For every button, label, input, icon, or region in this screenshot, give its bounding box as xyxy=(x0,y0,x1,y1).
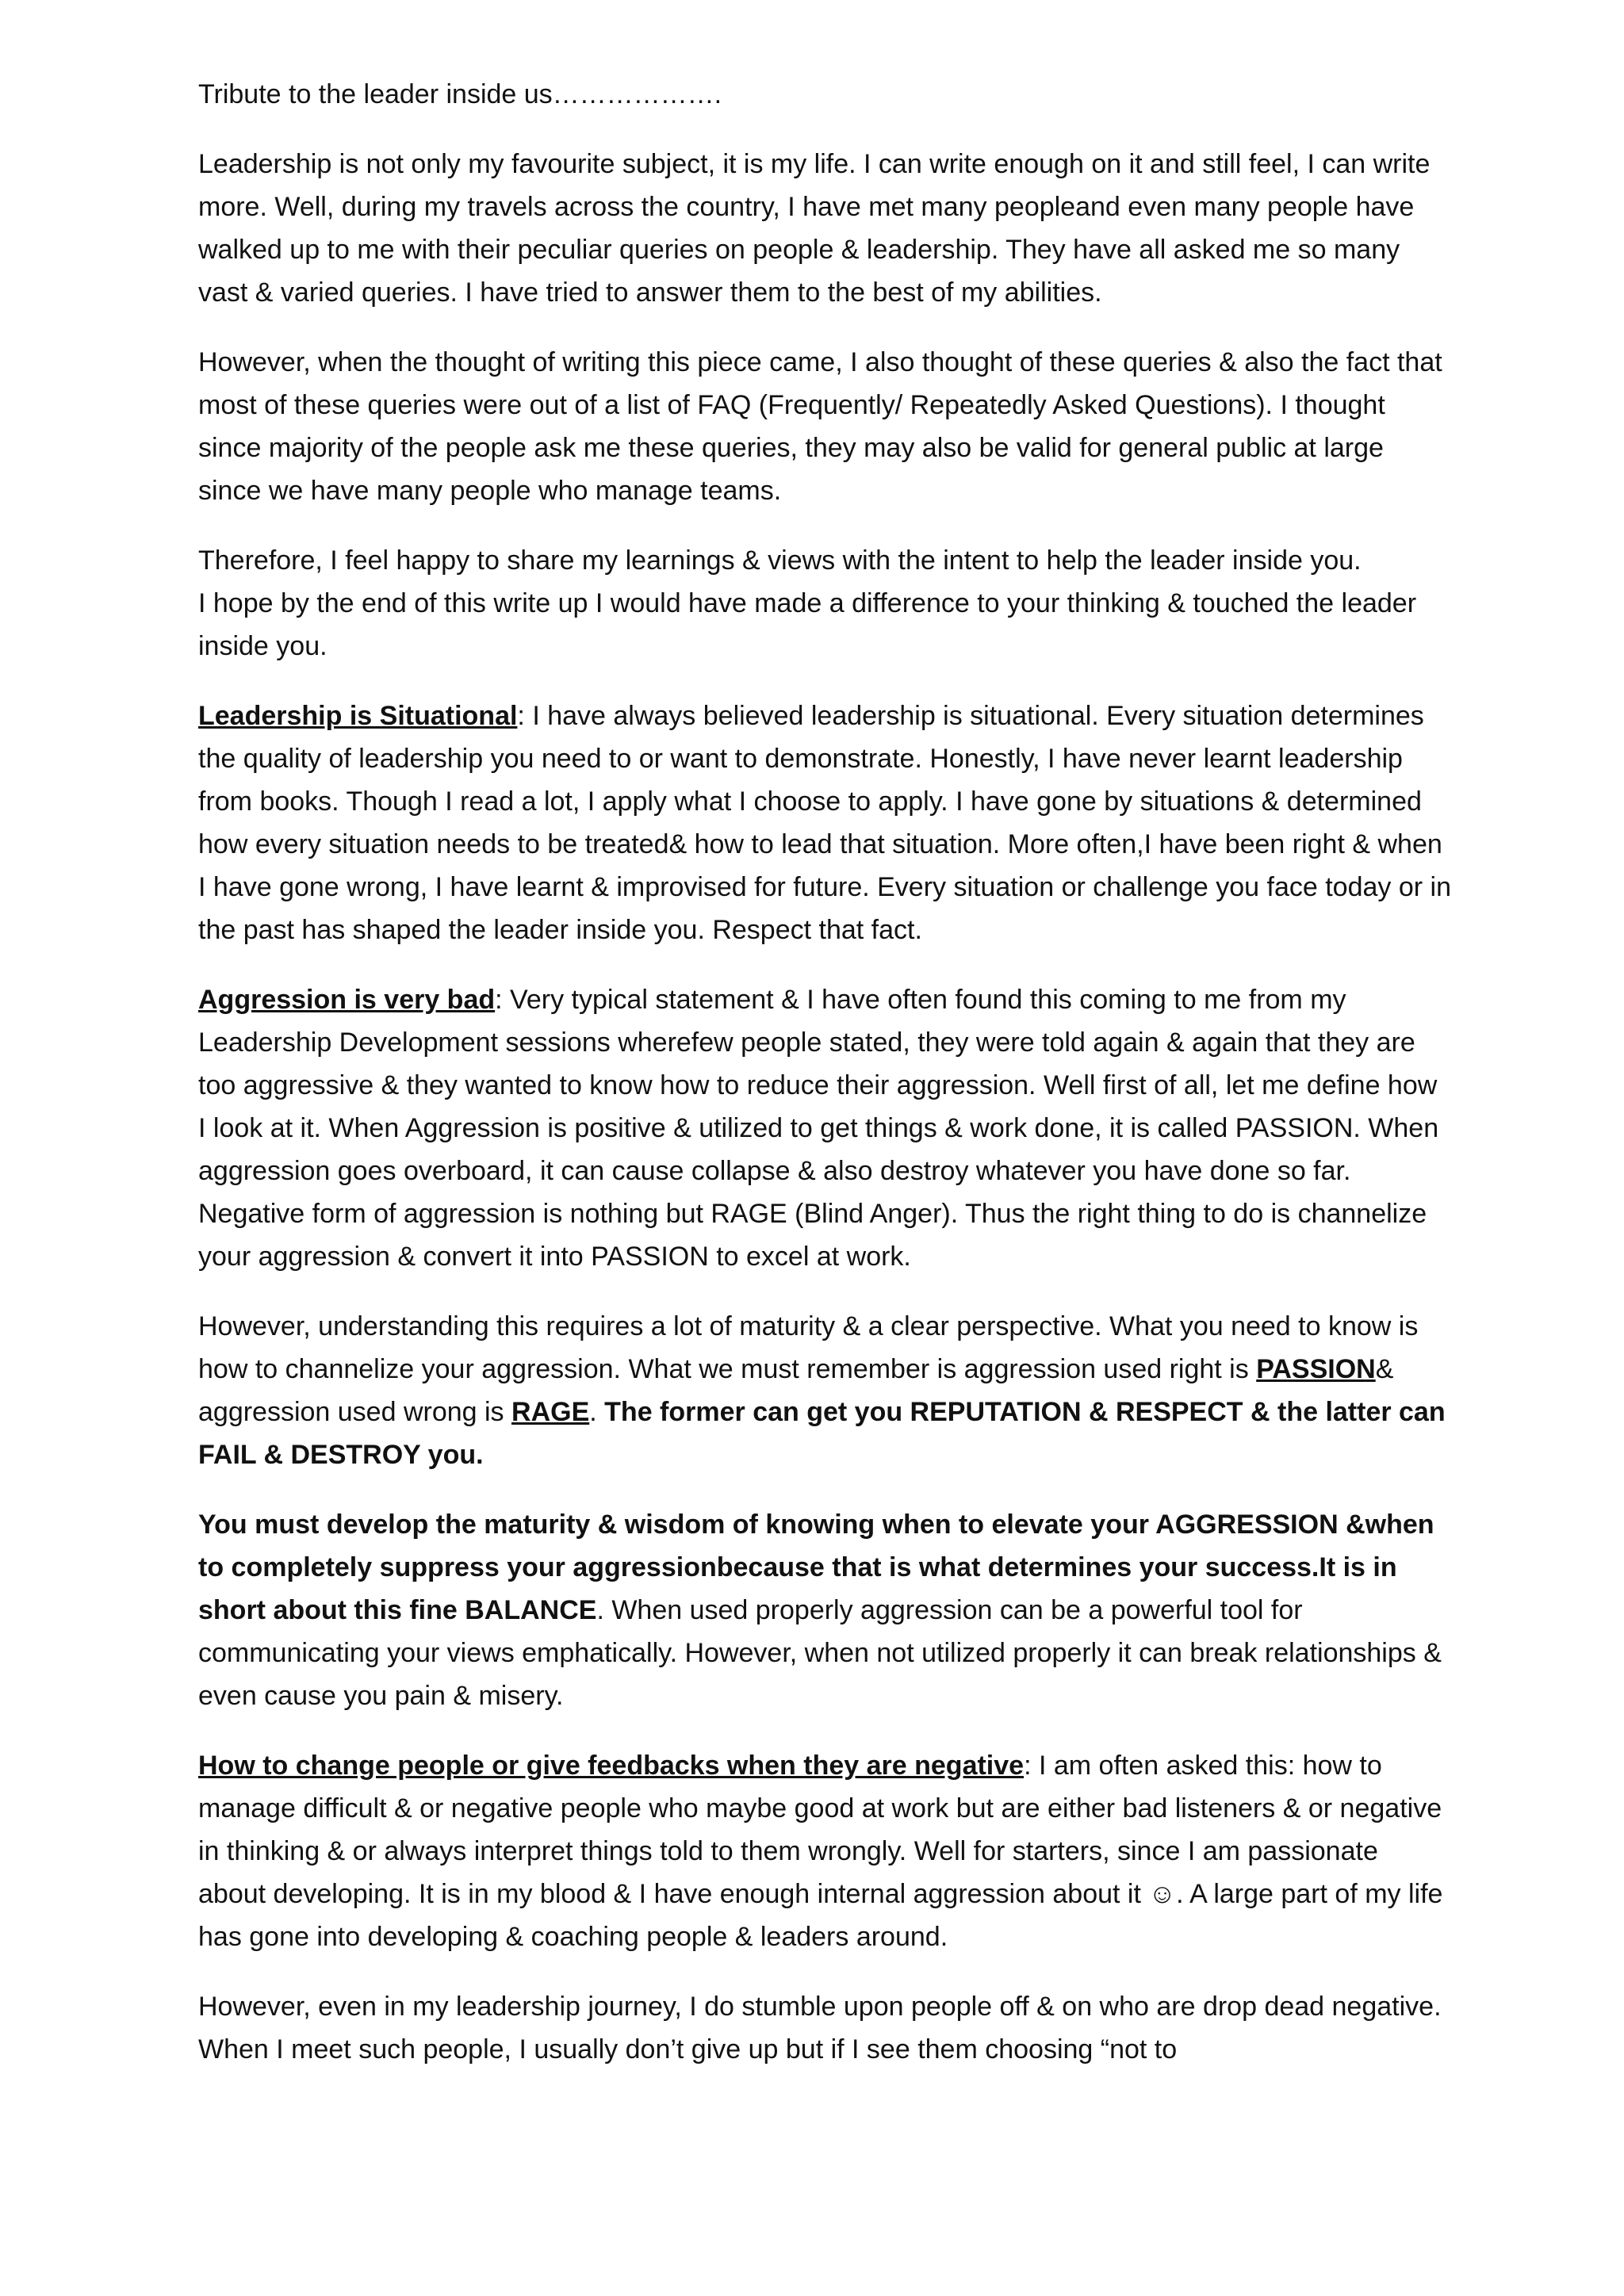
balance-statement: You must develop the maturity & wisdom of knowing when to elevate your AGGRESSION &when to completely suppress your aggressionbecause that is what determines your success.It is in short about this fine BALANCE xyxy=(198,1510,1434,1625)
journey-paragraph: However, even in my leadership journey, I do stumble upon people off & on who are drop dead negative. When I meet such people, I usually don’t give up but if I see them choosing “not to xyxy=(198,1992,1442,2064)
aggression-section: Aggression is very bad: Very typical statement & I have often found this coming to me from my Leadership Development sessions wherefew people stated, they were told again & again that they are too aggressive & they wanted to know how to reduce their aggression. Well first of all, let me define how I look at it. When Aggression is positive & utilized to get things & work done, it is called PASSION. When aggression goes overboard, it can cause collapse & also destroy whatever you have done so far. Negative form of aggression is nothing but RAGE (Blind Anger). Thus the right thing to do is channelize your aggression & convert it into PASSION to excel at work. xyxy=(198,985,1439,1272)
aggression-heading: Aggression is very bad xyxy=(198,985,496,1015)
situational-heading: Leadership is Situational xyxy=(198,701,518,731)
intent-paragraph: Therefore, I feel happy to share my learnings & views with the intent to help the leader inside you. I hope by the end of this write up I would have made a difference to your thinking & touched the leader inside you. xyxy=(198,545,1417,661)
intro-paragraph: Leadership is not only my favourite subject, it is my life. I can write enough on it and still feel, I can write more. Well, during my travels across the country, I have met many peopleand even many people have walked up to me with their peculiar queries on people & leadership. They have all asked me so many vast & varied queries. I have tried to answer them to the best of my abilities. xyxy=(198,149,1431,308)
document-page xyxy=(198,73,1451,2098)
rage-term: RAGE xyxy=(511,1397,590,1427)
balance-paragraph: You must develop the maturity & wisdom of knowing when to elevate your AGGRESSION &when to completely suppress your aggressionbecause that is what determines your success.It is in short about this fine BALANCE. When used properly aggression can be a powerful tool for communicating your views emphatically. However, when not utilized properly it can break relationships & even cause you pain & misery. xyxy=(198,1510,1442,1711)
situational-section: Leadership is Situational: I have always believed leadership is situational. Every situation determines the quality of leadership you need to or want to demonstrate. Honestly, I have never learnt leadership from books. Though I read a lot, I apply what I choose to apply. I have gone by situations & determined how every situation needs to be treated& how to lead that situation. More often,I have been right & when I have gone wrong, I have learnt & improvised for future. Every situation or challenge you face today or in the past has shaped the leader inside you. Respect that fact. xyxy=(198,701,1451,945)
document-title: Tribute to the leader inside us………………. xyxy=(198,79,722,109)
passion-term: PASSION xyxy=(1256,1354,1376,1384)
passion-rage-paragraph: However, understanding this requires a lot of maturity & a clear perspective. What you need to know is how to channelize your aggression. What we must remember is aggression used right is PASSION& aggression used wrong is RAGE. The former can get you REPUTATION & RESPECT & the latter can FAIL & DESTROY you. xyxy=(198,1311,1446,1470)
negative-people-heading: How to change people or give feedbacks when they are negative xyxy=(198,1751,1025,1781)
reputation-statement: The former can get you REPUTATION & RESPECT & the latter can FAIL & DESTROY you. xyxy=(198,1397,1446,1470)
faq-paragraph: However, when the thought of writing this piece came, I also thought of these queries & also the fact that most of these queries were out of a list of FAQ (Frequently/ Repeatedly Asked Questions). I thought since majority of the people ask me these queries, they may also be valid for general public at large since we have many people who manage teams. xyxy=(198,347,1442,506)
negative-people-section: How to change people or give feedbacks when they are negative: I am often asked this: how to manage difficult & or negative people who maybe good at work but are either bad listeners & or negative in thinking & or always interpret things told to them wrongly. Well for starters, since I am passionate about developing. It is in my blood & I have enough internal aggression about it ☺. A large part of my life has gone into developing & coaching people & leaders around. xyxy=(198,1751,1443,1952)
